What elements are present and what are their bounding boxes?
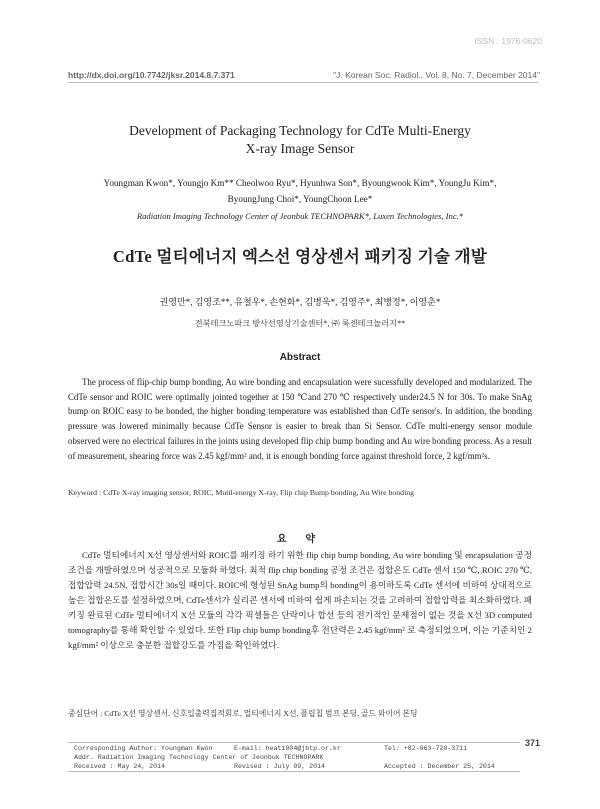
summary-heading: 요 약 [276, 534, 324, 545]
affiliation-korean: 전북테크노파크 방사선영상기술센터*, ㈜ 룩센테크놀러지** [194, 319, 406, 328]
revised-date: Revised : July 09, 2014 [234, 763, 326, 770]
abstract-text: The process of flip-chip bump bonding, Au wire bonding and encapsulation were sucessfully developed and modularized. The CdTe sensor and ROIC were optimally jointed together at 150 ℃and 270 ℃ respectively under24.5 N for 30s. To make SnAg bump on ROIC easy to be bonded, the higher bonding temperature was established than CdTe sensor's. In addition, the bonding pressure was lowered minimally because CdTe Sensor is easier to break than Si Sensor. CdTe multi-energy sensor module observed were no electrical failures in the joints using developed flip chip bump bonding and Au wire bonding process. As a result of measurement, shearing force was 2.45 kgf/mm² and, it is enough bonding force against threshold force, 2 kgf/mm²s. [68, 377, 532, 461]
corresponding-author: Corresponding Author: Youngman Kwon [74, 745, 213, 752]
title-english [60, 122, 540, 158]
authors-english-line2: ByoungJung Choi*, YoungChoon Lee* [227, 194, 373, 204]
author-tel: Tel: +82-063-720-3711 [384, 745, 468, 752]
authors-english-line1: Youngman Kwon*, Youngjo Km** Cheolwoo Ryu*, Hyunhwa Son*, Byoungwook Kim*, YoungJu Kim*, [103, 178, 497, 188]
author-email[interactable]: E-mail: heat1004@jbtp.or.kr [234, 745, 341, 752]
keywords-korean: 중심단어 : CdTe X선 영상센서, 신호입출력집적회로, 멀티에너지 X선, 플립칩 범프 본딩, 골드 와이어 본딩 [68, 709, 418, 718]
footer-row-dates [74, 763, 495, 770]
summary-text: CdTe 멀티에너지 X선 영상센서와 ROIC를 패키징 하기 위한 flip chip bump bonding, Au wire bonding 및 encapsulation 공정조건을 개발하였으며 성공적으로 모듈화 하였다. 최적 flip chip bonding 공정 조건은 접합온도 CdTe 센서 150 ℃, ROIC 270 ℃, 접합압력 24.5N, 접합시간 30s일 때이다. ROIC에 형성된 SnAg bump의 bonding이 용이하도록 CdTe 센서에 비하여 상대적으로 높은 접합온도를 설정하였으며, CdTe센서가 실리콘 센서에 비하여 쉽게 파손되는 것을 고려하여 접합압력을 최소화하였다. 패키징 완료된 CdTe 멀티에너지 X선 모듈의 각각 픽셀들은 단락이나 합선 등의 전기적인 문제점이 없는 것을 X선 3D computed tomography를 통해 확인할 수 있었다. 또한 Flip chip bump bonding후 전단력은 2.45 kgf/mm² 로 측정되었으며, 이는 기준치인 2 kgf/mm² 이상으로 충분한 접합강도를 가짐을 확인하였다. [68, 550, 532, 650]
title-english-line2: X-ray Image Sensor [245, 141, 355, 156]
journal-citation: "J. Korean Soc. Radiol., Vol. 8, No. 7, December 2014" [333, 70, 540, 80]
page-number: 371 [524, 738, 540, 748]
accepted-date: Accepted : December 25, 2014 [384, 763, 495, 770]
header-rule [68, 82, 538, 83]
footer-row-contact [74, 745, 468, 752]
authors-korean: 권영만*, 김영조**, 유철우*, 손현화*, 김병욱*, 김영주*, 최병정*, 이영춘* [159, 297, 441, 307]
author-address: Addr. Radiation Imaging Technology Center of Jeonbuk TECHNOPARK [74, 754, 324, 761]
received-date: Received : May 24, 2014 [74, 763, 166, 770]
correspondence-box [68, 742, 520, 772]
keywords-english: Keyword : CdTe X-ray imaging sensor, ROIC, Mutil-energy X-ray, Flip chip Bump bonding, Au Wire bonding [68, 488, 415, 497]
issn: ISSN : 1976-0620 [474, 36, 542, 46]
footer-row-address [74, 754, 323, 761]
title-english-line1: Development of Packaging Technology for CdTe Multi-Energy [129, 123, 471, 138]
affiliation-english: Radiation Imaging Technology Center of Jeonbuk TECHNOPARK*, Luxen Technologies, Inc.* [136, 211, 464, 221]
title-korean: CdTe 멀티에너지 엑스선 영상센서 패키징 기술 개발 [112, 247, 488, 266]
doi-link[interactable]: http://dx.doi.org/10.7742/jksr.2014.8.7.371 [68, 70, 235, 80]
abstract-heading: Abstract [279, 352, 321, 363]
authors-english [90, 175, 510, 207]
